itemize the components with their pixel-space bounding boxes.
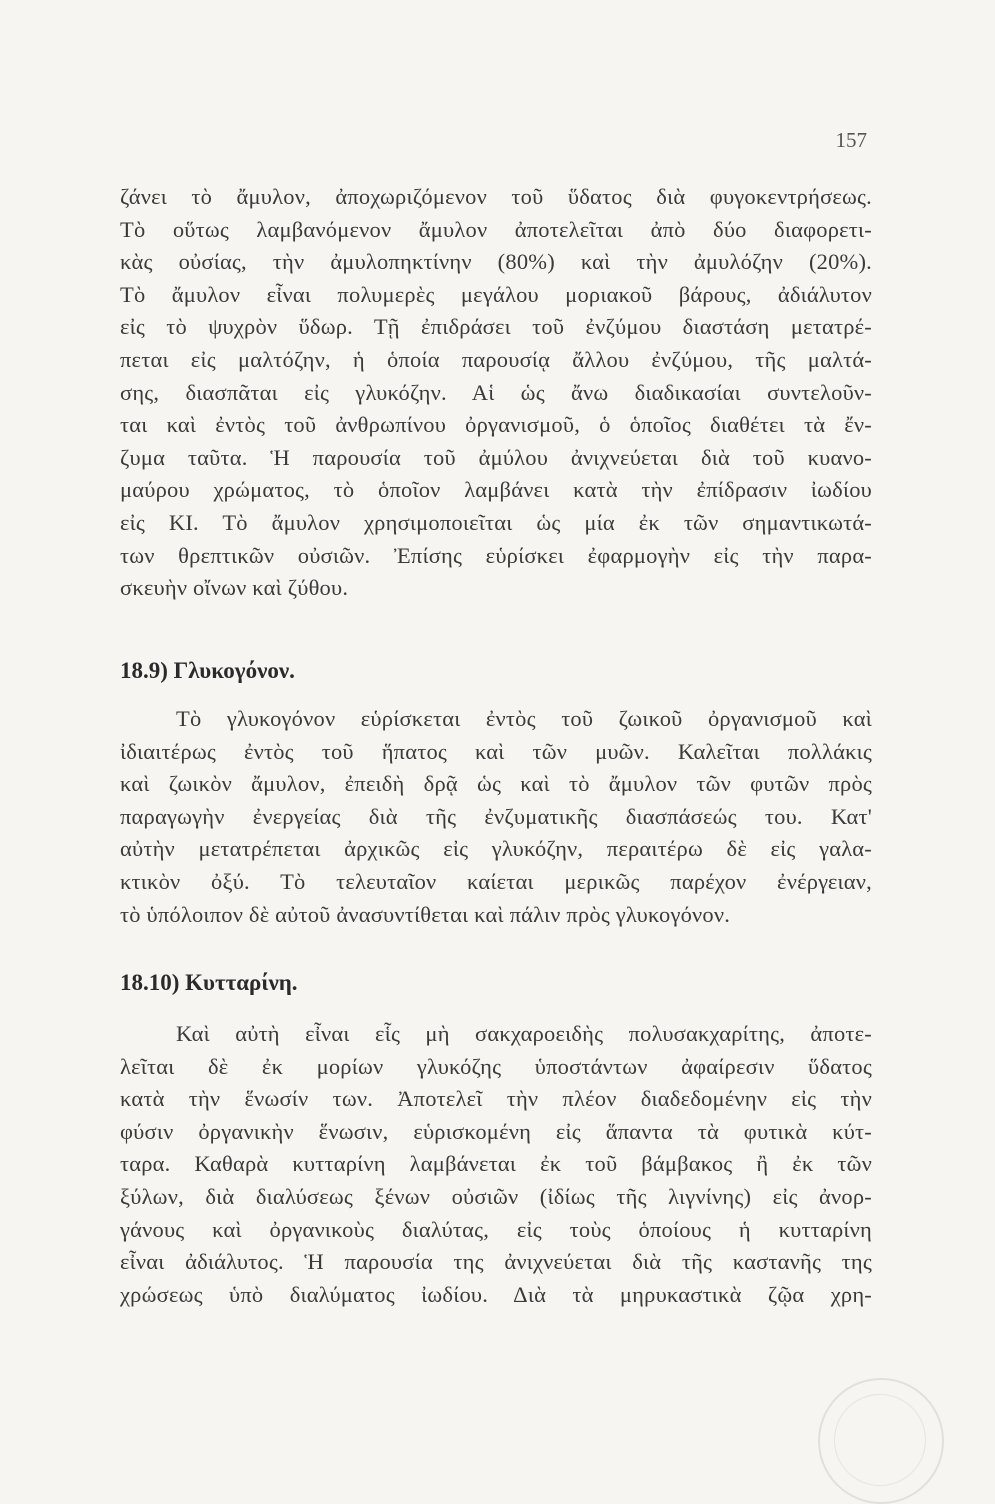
text-line: εἰς τὸ ψυχρὸν ὕδωρ. Τῇ ἐπιδράσει τοῦ ἐνζύμου διαστάση μετατρέ- [120, 314, 872, 340]
text-line: ταρα. Καθαρὰ κυτταρίνη λαμβάνεται ἐκ τοῦ βάμβακος ἢ ἐκ τῶν [120, 1151, 872, 1177]
section-heading-kyttarini: 18.10) Κυτταρίνη. [120, 970, 298, 995]
text-line: πεται εἰς μαλτόζην, ἡ ὁποία παρουσίᾳ ἄλλου ἐνζύμου, τῆς μαλτά- [120, 346, 872, 372]
text-line: κατὰ τὴν ἕνωσίν των. Ἀποτελεῖ τὴν πλέον διαδεδομένην εἰς τὴν [120, 1086, 872, 1112]
text-line: ζάνει τὸ ἄμυλον, ἀποχωριζόμενον τοῦ ὕδατος διὰ φυγοκεντρήσεως. [120, 184, 872, 209]
text-line: των θρεπτικῶν οὐσιῶν. Ἐπίσης εὑρίσκει ἐφαρμογὴν εἰς τὴν παρα- [120, 542, 872, 568]
paragraph-glykogonon [120, 703, 872, 931]
library-stamp [818, 1378, 944, 1504]
text-line: εἰς ΚΙ. Τὸ ἄμυλον χρησιμοποιεῖται ὡς μία ἐκ τῶν σημαντικωτά- [120, 509, 872, 535]
text-line: ζυμα ταῦτα. Ἡ παρουσία τοῦ ἀμύλου ἀνιχνεύεται διὰ τοῦ κυανο- [120, 444, 872, 470]
paragraph-amylon [120, 181, 872, 605]
text-line: ξύλων, διὰ διαλύσεως ξένων οὐσιῶν (ἰδίως τῆς λιγνίνης) εἰς ἀνορ- [120, 1183, 872, 1209]
text-line: γάνους καὶ ὀργανικοὺς διαλύτας, εἰς τοὺς ὁποίους ἡ κυτταρίνη [120, 1216, 872, 1242]
text-line: χρώσεως ὑπὸ διαλύματος ἰωδίου. Διὰ τὰ μηρυκαστικὰ ζῷα χρη- [120, 1281, 872, 1307]
text-line: σης, διασπᾶται εἰς γλυκόζην. Αἱ ὡς ἄνω διαδικασίαι συντελοῦν- [120, 379, 872, 405]
text-line: παραγωγὴν ἐνεργείας διὰ τῆς ἐνζυματικῆς διασπάσεώς του. Κατ' [120, 803, 872, 829]
section-heading-glykogonon: 18.9) Γλυκογόνον. [120, 658, 295, 683]
text-line: κὰς οὐσίας, τὴν ἀμυλοπηκτίνην (80%) καὶ τὴν ἀμυλόζην (20%). [120, 249, 872, 275]
text-line: κτικὸν ὀξύ. Τὸ τελευταῖον καίεται μερικῶς παρέχον ἐνέργειαν, [120, 868, 872, 894]
text-line: μαύρου χρώματος, τὸ ὁποῖον λαμβάνει κατὰ τὴν ἐπίδρασιν ἰωδίου [120, 477, 872, 503]
text-line: σκευὴν οἴνων καὶ ζύθου. [120, 575, 349, 601]
paragraph-kyttarini [120, 1018, 872, 1311]
text-line: Τὸ οὕτως λαμβανόμενον ἄμυλον ἀποτελεῖται ἀπὸ δύο διαφορετι- [120, 216, 872, 242]
text-line: Τὸ γλυκογόνον εὑρίσκεται ἐντὸς τοῦ ζωικοῦ ὀργανισμοῦ καὶ [176, 706, 872, 731]
text-line: αὐτὴν μετατρέπεται ἀρχικῶς εἰς γλυκόζην, περαιτέρω δὲ εἰς γαλα- [120, 836, 872, 862]
text-line: λεῖται δὲ ἐκ μορίων γλυκόζης ὑποστάντων ἀφαίρεσιν ὕδατος [120, 1053, 872, 1079]
text-line: Τὸ ἄμυλον εἶναι πολυμερὲς μεγάλου μοριακοῦ βάρους, ἀδιάλυτον [120, 281, 872, 307]
text-line: ἰδιαιτέρως ἐντὸς τοῦ ἥπατος καὶ τῶν μυῶν. Καλεῖται πολλάκις [120, 738, 872, 764]
text-line: φύσιν ὀργανικὴν ἕνωσιν, εὑρισκομένη εἰς ἅπαντα τὰ φυτικὰ κύτ- [120, 1118, 872, 1144]
page-number: 157 [835, 128, 867, 152]
text-line: καὶ ζωικὸν ἄμυλον, ἐπειδὴ δρᾷ ὡς καὶ τὸ ἄμυλον τῶν φυτῶν πρὸς [120, 771, 872, 797]
text-line: εἶναι ἀδιάλυτος. Ἡ παρουσία της ἀνιχνεύεται διὰ τῆς καστανῆς της [120, 1249, 872, 1275]
text-line: τὸ ὑπόλοιπον δὲ αὐτοῦ ἀνασυντίθεται καὶ πάλιν πρὸς γλυκογόνον. [120, 901, 731, 927]
text-line: Καὶ αὐτὴ εἶναι εἷς μὴ σακχαροειδὴς πολυσακχαρίτης, ἀποτε- [176, 1021, 872, 1046]
text-line: ται καὶ ἐντὸς τοῦ ἀνθρωπίνου ὀργανισμοῦ, ὁ ὁποῖος διαθέτει τὰ ἔν- [120, 412, 872, 438]
